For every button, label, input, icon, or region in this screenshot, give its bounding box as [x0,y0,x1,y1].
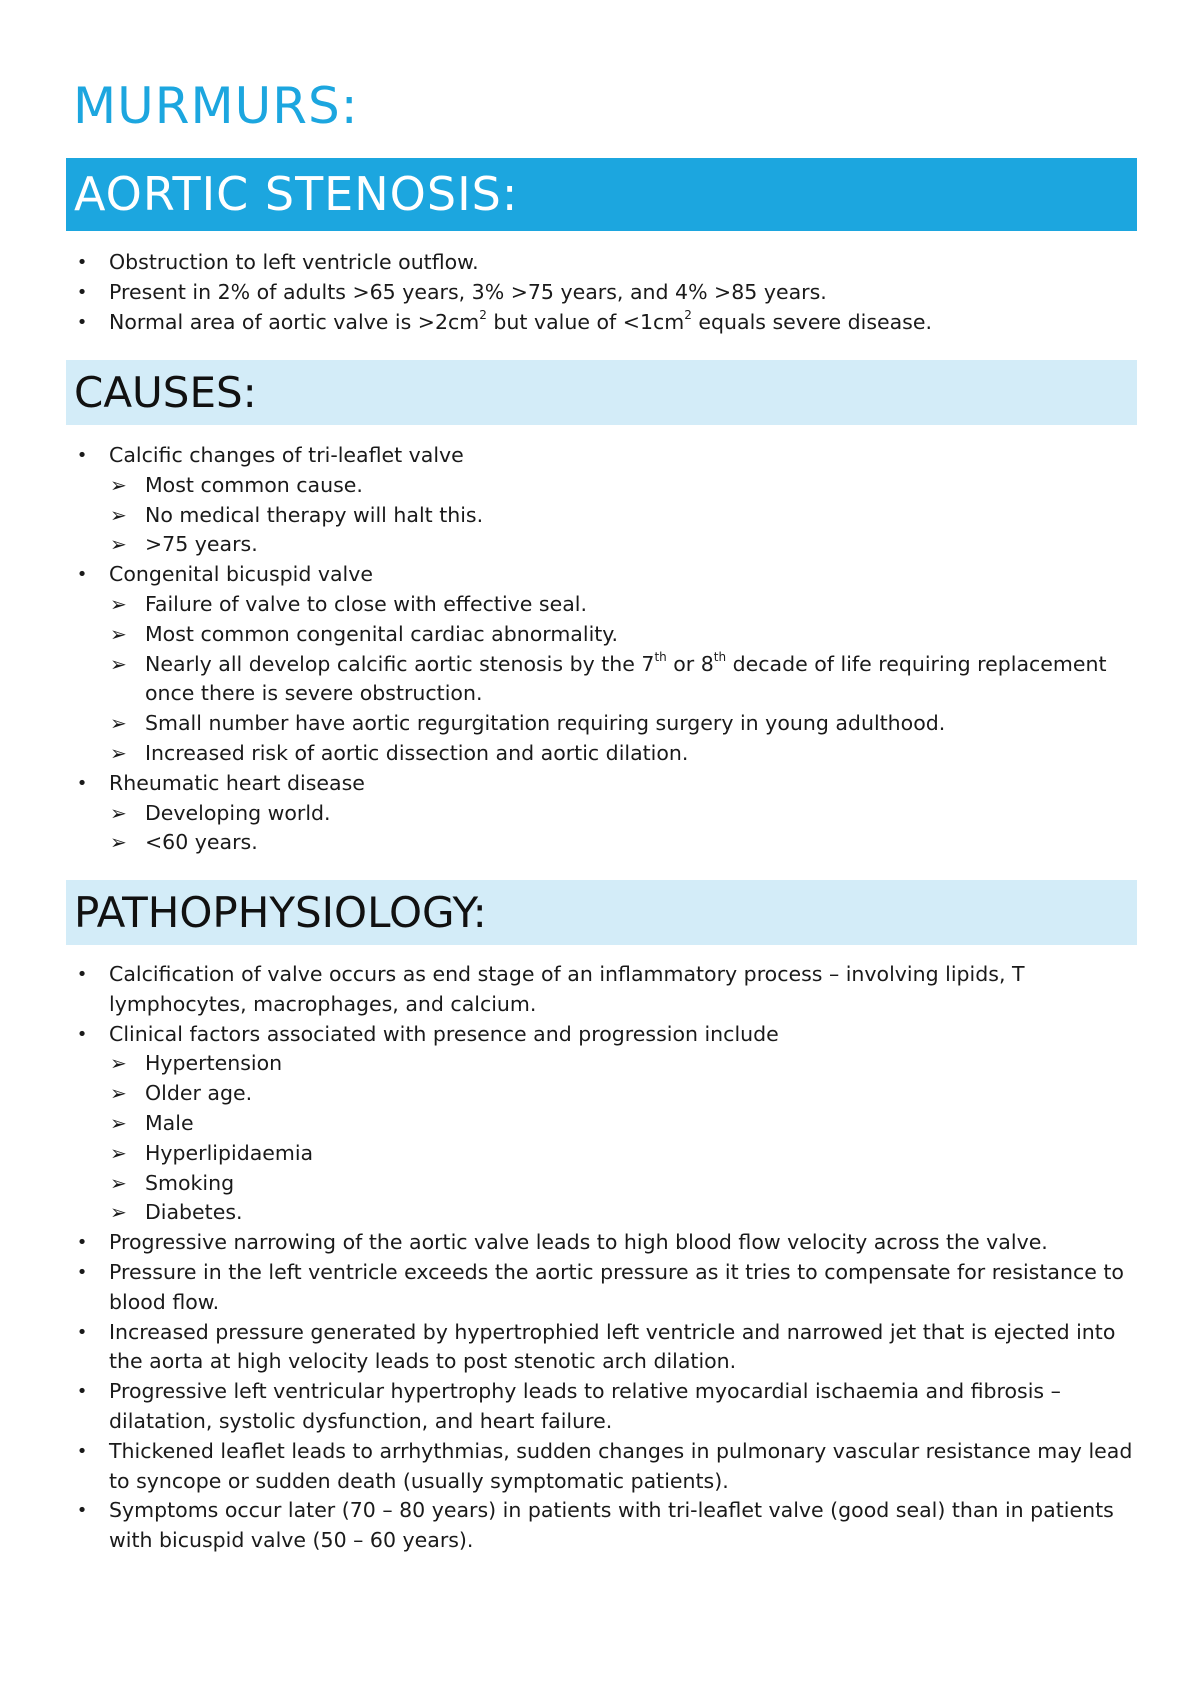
section-heading-aortic-stenosis: AORTIC STENOSIS: [66,158,1137,231]
arrow-bullet-icon: ➢ [110,472,127,497]
sub-list-item-text: Developing world. [145,800,331,825]
sub-list-item [109,590,1137,620]
list-item [66,1437,1137,1497]
arrow-bullet-icon: ➢ [110,1051,127,1076]
list-item-text [109,307,932,334]
list-item-text: Progressive left ventricular hypertrophy leads to relative myocardial ischaemia and fibrosis – dilatation, systolic dysfunction, and heart failure. [109,1379,1061,1433]
list-item [66,1228,1137,1258]
text-fragment: equals severe disease. [691,309,932,334]
sub-list-item-text: Smoking [145,1170,235,1195]
arrow-bullet-icon: ➢ [110,502,127,527]
sub-list-item [109,1049,1137,1079]
sub-list-item-text: Small number have aortic regurgitation requiring surgery in young adulthood. [145,711,946,736]
list-item-text: Calcification of valve occurs as end stage of an inflammatory process – involving lipids, T lymphocytes, macrophages, and calcium. [109,962,1025,1016]
sub-list-item [109,1109,1137,1139]
sub-list [109,590,1137,769]
sub-list-item [109,501,1137,531]
sub-list [109,799,1137,859]
sub-list-item [109,620,1137,650]
list-item [66,560,1137,769]
list-item [66,1020,1137,1229]
sub-list [109,471,1137,560]
sub-list [109,1049,1137,1228]
list-item-text: Calcific changes of tri-leaflet valve [109,443,464,467]
text-fragment: or 8 [666,651,714,676]
superscript: th [713,649,727,664]
arrow-bullet-icon: ➢ [110,1081,127,1106]
list-item [66,248,1137,278]
sub-list-item [109,650,1137,710]
sub-list-item [109,1139,1137,1169]
sub-list-item-text: Diabetes. [145,1200,243,1225]
sub-list-item-text: Most common congenital cardiac abnormality. [145,621,619,646]
sub-list-item-text: Male [145,1110,194,1135]
aortic-stenosis-list [66,248,1137,337]
sub-list-item-text: <60 years. [145,830,258,855]
list-item [66,769,1137,858]
bullet-icon: • [76,1440,88,1462]
arrow-bullet-icon: ➢ [110,621,127,646]
section-heading-pathophysiology: PATHOPHYSIOLOGY: [66,880,1137,945]
pathophysiology-list [66,960,1137,1556]
list-item-text: Pressure in the left ventricle exceeds the aortic pressure as it tries to compensate for resistance to blood flow. [109,1259,1124,1314]
list-item [66,1496,1137,1556]
text-fragment: but value of <1cm [486,309,685,334]
list-item [66,308,1137,338]
arrow-bullet-icon: ➢ [110,591,127,616]
list-item-text: Rheumatic heart disease [109,770,365,795]
bullet-icon: • [76,564,88,586]
bullet-icon: • [76,1500,88,1522]
arrow-bullet-icon: ➢ [110,1110,127,1135]
text-fragment: Normal area of aortic valve is >2cm [109,309,480,334]
bullet-icon: • [76,1261,88,1283]
text-fragment: Nearly all develop calcific aortic stenosis by the 7 [145,651,655,676]
list-item-text: Congenital bicuspid valve [109,562,373,587]
sub-list-item-text: No medical therapy will halt this. [145,502,484,527]
arrow-bullet-icon: ➢ [110,532,127,557]
arrow-bullet-icon: ➢ [110,1140,127,1165]
list-item [66,441,1137,560]
sub-list-item-text: Hyperlipidaemia [145,1140,314,1165]
sub-list-item-text: >75 years. [145,532,258,557]
list-item [66,1318,1137,1378]
list-item-text: Thickened leaflet leads to arrhythmias, sudden changes in pulmonary vascular resistance may lead to syncope or sudden death (usually symptomatic patients). [109,1438,1133,1493]
sub-list-item [109,1198,1137,1228]
arrow-bullet-icon: ➢ [110,651,127,676]
list-item [66,278,1137,308]
sub-list-item-text: Failure of valve to close with effective seal. [145,591,587,616]
sub-list-item-text: Increased risk of aortic dissection and aortic dilation. [145,740,689,765]
sub-list-item [109,471,1137,501]
superscript: th [654,649,667,664]
bullet-icon: • [76,1232,88,1254]
list-item [66,1258,1137,1318]
list-item-text: Symptoms occur later (70 – 80 years) in patients with tri-leaflet valve (good seal) than in patients with bicuspid valve (50 – 60 years). [109,1498,1114,1553]
bullet-icon: • [76,964,88,985]
sub-list-item-text [145,649,1107,706]
list-item-text: Present in 2% of adults >65 years, 3% >75 years, and 4% >85 years. [109,279,827,304]
bullet-icon: • [76,1381,88,1403]
bullet-icon: • [76,1023,88,1045]
bullet-icon: • [76,772,88,794]
arrow-bullet-icon: ➢ [110,1200,127,1225]
sub-list-item [109,1169,1137,1199]
list-item-text: Clinical factors associated with presence and progression include [109,1021,779,1046]
superscript: 2 [479,307,487,322]
bullet-icon: • [76,311,88,333]
list-item-text: Obstruction to left ventricle outflow. [109,250,479,274]
sub-list-item [109,709,1137,739]
list-item-text: Increased pressure generated by hypertrophied left ventricle and narrowed jet that is ejected into the aorta at high velocity leads to post stenotic arch dilation. [109,1319,1116,1374]
bullet-icon: • [76,281,88,303]
sub-list-item [109,828,1137,858]
sub-list-item [109,530,1137,560]
section-heading-causes: CAUSES: [66,360,1137,425]
list-item [66,1377,1137,1437]
sub-list-item-text: Most common cause. [145,472,363,497]
bullet-icon: • [76,1321,88,1343]
sub-list-item [109,799,1137,829]
arrow-bullet-icon: ➢ [110,830,127,855]
list-item [66,960,1137,1020]
arrow-bullet-icon: ➢ [110,711,127,736]
sub-list-item-text: Hypertension [145,1051,283,1076]
bullet-icon: • [76,445,88,466]
arrow-bullet-icon: ➢ [110,740,127,765]
sub-list-item-text: Older age. [145,1081,253,1106]
superscript: 2 [684,307,692,322]
document-title: MURMURS: [73,77,359,135]
list-item-text: Progressive narrowing of the aortic valve leads to high blood flow velocity across the valve. [109,1230,1048,1255]
sub-list-item [109,739,1137,769]
arrow-bullet-icon: ➢ [110,1170,127,1195]
arrow-bullet-icon: ➢ [110,800,127,825]
text-fragment: decade of life requiring replacement once there is severe obstruction. [145,651,1107,706]
causes-list [66,441,1137,858]
sub-list-item [109,1079,1137,1109]
bullet-icon: • [76,252,88,273]
